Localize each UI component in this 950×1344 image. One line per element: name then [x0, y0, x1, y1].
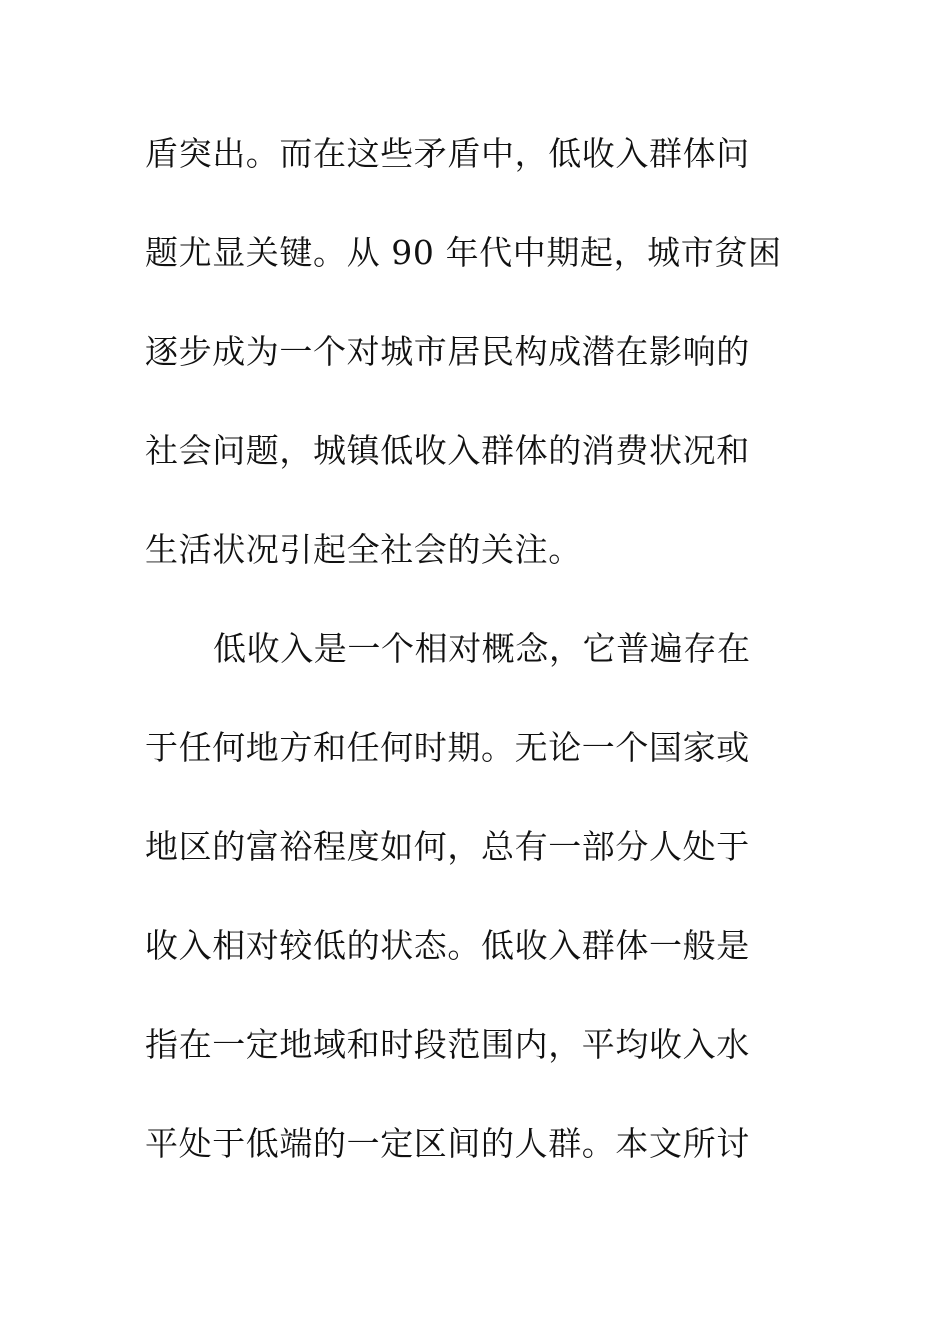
text-line: 指在一定地域和时段范围内，平均收入水	[145, 1025, 750, 1064]
text-line: 逐步成为一个对城市居民构成潜在影响的	[145, 332, 750, 371]
text-line: 地区的富裕程度如何，总有一部分人处于	[145, 827, 750, 866]
text-line: 盾突出。而在这些矛盾中，低收入群体问	[145, 134, 750, 173]
text-line: 平处于低端的一定区间的人群。本文所讨	[145, 1124, 750, 1163]
text-line: 题尤显关键。从 90 年代中期起，城市贫困	[145, 233, 782, 272]
body-text	[145, 124, 805, 1213]
text-line: 社会问题，城镇低收入群体的消费状况和	[145, 431, 750, 470]
paragraph-first-line: 低收入是一个相对概念，它普遍存在	[213, 629, 751, 668]
text-line: 收入相对较低的状态。低收入群体一般是	[145, 926, 750, 965]
text-line: 生活状况引起全社会的关注。	[145, 530, 582, 569]
text-line: 于任何地方和任何时期。无论一个国家或	[145, 728, 750, 767]
